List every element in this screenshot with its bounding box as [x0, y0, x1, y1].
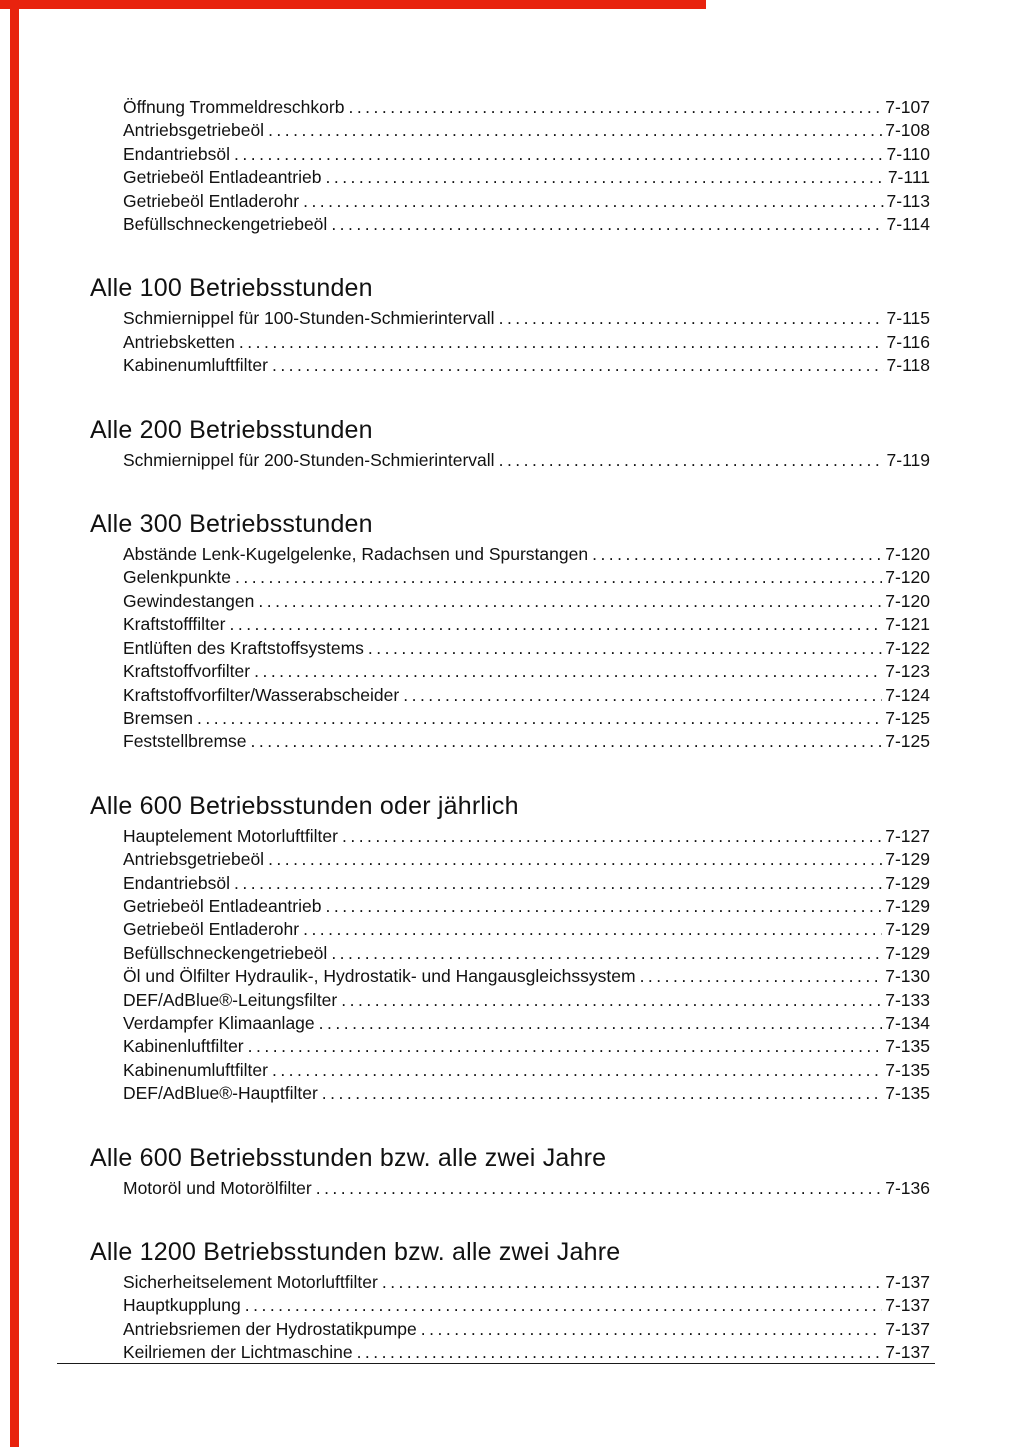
- leader-dots: [421, 1318, 882, 1341]
- entry-label: Befüllschneckengetriebeöl: [123, 942, 328, 963]
- leader-dots: [234, 872, 882, 895]
- entry-page-number: 7-125: [885, 707, 930, 728]
- leader-dots: [319, 1012, 883, 1035]
- entry-page-number: 7-130: [885, 966, 930, 987]
- entry-label: Kabinenluftfilter: [123, 1036, 244, 1057]
- entry-label: Hauptkupplung: [123, 1295, 241, 1316]
- entry-label: DEF/AdBlue®-Leitungsfilter: [123, 989, 338, 1010]
- leader-dots: [245, 1294, 883, 1317]
- entry-label: Getriebeöl Entladerohr: [123, 190, 300, 211]
- entry-page-number: 7-114: [886, 214, 930, 235]
- toc-content: [90, 96, 930, 1365]
- entry-page-number: 7-118: [886, 355, 930, 376]
- entry-label: Schmiernippel für 100-Stunden-Schmierintervall: [123, 308, 495, 329]
- leader-dots: [325, 166, 884, 189]
- toc-entry: [90, 965, 930, 988]
- entry-page-number: 7-137: [885, 1295, 930, 1316]
- toc-section: [90, 508, 930, 754]
- leader-dots: [248, 1035, 883, 1058]
- entry-page-number: 7-120: [885, 567, 930, 588]
- toc-entry: [90, 942, 930, 965]
- entry-page-number: 7-129: [885, 872, 930, 893]
- toc-entry: [90, 1059, 930, 1082]
- leader-dots: [239, 331, 884, 354]
- toc-entry: [90, 1082, 930, 1105]
- entry-page-number: 7-120: [885, 544, 930, 565]
- entry-label: Öl und Ölfilter Hydraulik-, Hydrostatik- und Hangausgleichssystem: [123, 966, 636, 987]
- leader-dots: [499, 307, 884, 330]
- entry-label: Antriebsketten: [123, 331, 235, 352]
- entry-label: Hauptelement Motorluftfilter: [123, 825, 338, 846]
- toc-entry: [90, 1294, 930, 1317]
- page-border-left: [10, 0, 19, 1447]
- section-heading: Alle 100 Betriebsstunden: [90, 274, 373, 303]
- entry-label: Antriebsgetriebeöl: [123, 120, 265, 141]
- toc-entry: [90, 918, 930, 941]
- leader-dots: [341, 989, 882, 1012]
- leader-dots: [234, 143, 884, 166]
- entry-label: Getriebeöl Entladeantrieb: [123, 895, 322, 916]
- toc-section: [90, 790, 930, 1106]
- entry-label: Kabinenumluftfilter: [123, 355, 268, 376]
- toc-entry: [90, 825, 930, 848]
- leader-dots: [331, 213, 883, 236]
- toc-entry: [90, 660, 930, 683]
- toc-section: [90, 272, 930, 377]
- entry-page-number: 7-135: [885, 1036, 930, 1057]
- entry-label: Sicherheitselement Motorluftfilter: [123, 1272, 378, 1292]
- entry-page-number: 7-136: [885, 1177, 930, 1198]
- toc-section: [90, 96, 930, 236]
- toc-entry: [90, 1341, 930, 1364]
- entry-page-number: 7-133: [885, 989, 930, 1010]
- entry-label: Kraftstoffvorfilter: [123, 661, 251, 682]
- leader-dots: [229, 613, 882, 636]
- entry-page-number: 7-137: [885, 1342, 930, 1363]
- entry-label: Öffnung Trommeldreschkorb: [123, 97, 345, 117]
- entry-label: Entlüften des Kraftstoffsystems: [123, 637, 364, 658]
- entry-page-number: 7-111: [887, 167, 930, 188]
- toc-entry: [90, 989, 930, 1012]
- toc-entry: [90, 96, 930, 119]
- toc-entry: [90, 590, 930, 613]
- section-heading: Alle 300 Betriebsstunden: [90, 510, 373, 539]
- toc-entry: [90, 1318, 930, 1341]
- leader-dots: [640, 965, 883, 988]
- toc-entry: [90, 354, 930, 377]
- entry-label: Befüllschneckengetriebeöl: [123, 214, 328, 235]
- entry-label: Gelenkpunkte: [123, 567, 231, 588]
- entry-label: DEF/AdBlue®-Hauptfilter: [123, 1083, 318, 1104]
- entry-label: Schmiernippel für 200-Stunden-Schmierintervall: [123, 449, 495, 470]
- toc-entry: [90, 1177, 930, 1200]
- entry-label: Getriebeöl Entladerohr: [123, 919, 300, 940]
- entry-page-number: 7-121: [885, 614, 930, 635]
- toc-section: [90, 414, 930, 472]
- leader-dots: [368, 637, 882, 660]
- toc-entry: [90, 143, 930, 166]
- entry-page-number: 7-123: [885, 661, 930, 682]
- toc-entry: [90, 848, 930, 871]
- section-heading: Alle 600 Betriebsstunden bzw. alle zwei Jahre: [90, 1143, 607, 1172]
- entry-label: Kabinenumluftfilter: [123, 1059, 268, 1080]
- leader-dots: [258, 590, 882, 613]
- entry-page-number: 7-125: [885, 731, 930, 752]
- entry-label: Verdampfer Klimaanlage: [123, 1012, 315, 1033]
- entry-page-number: 7-135: [885, 1059, 930, 1080]
- entry-label: Getriebeöl Entladeantrieb: [123, 167, 322, 188]
- entry-page-number: 7-116: [886, 331, 930, 352]
- leader-dots: [592, 543, 882, 566]
- entry-page-number: 7-129: [885, 849, 930, 870]
- toc-entry: [90, 307, 930, 330]
- toc-entry: [90, 613, 930, 636]
- leader-dots: [251, 730, 883, 753]
- entry-page-number: 7-115: [886, 308, 930, 329]
- toc-entry: [90, 119, 930, 142]
- entry-label: Kraftstoffvorfilter/Wasserabscheider: [123, 684, 400, 705]
- page-border-top: [0, 0, 706, 9]
- entry-label: Antriebsgetriebeöl: [123, 849, 265, 870]
- toc-entry: [90, 684, 930, 707]
- leader-dots: [325, 895, 882, 918]
- leader-dots: [197, 707, 882, 730]
- entry-page-number: 7-137: [885, 1272, 930, 1292]
- toc-entry: [90, 543, 930, 566]
- toc-entry: [90, 707, 930, 730]
- toc-entry: [90, 331, 930, 354]
- leader-dots: [342, 825, 882, 848]
- leader-dots: [499, 449, 884, 472]
- entry-label: Gewindestangen: [123, 590, 255, 611]
- toc-entry: [90, 566, 930, 589]
- leader-dots: [382, 1271, 882, 1294]
- entry-label: Bremsen: [123, 707, 194, 728]
- toc-entry: [90, 637, 930, 660]
- entry-page-number: 7-122: [885, 637, 930, 658]
- leader-dots: [357, 1341, 883, 1364]
- entry-page-number: 7-124: [885, 684, 930, 705]
- section-heading: Alle 1200 Betriebsstunden bzw. alle zwei Jahre: [90, 1238, 621, 1266]
- entry-page-number: 7-134: [885, 1012, 930, 1033]
- entry-page-number: 7-127: [885, 825, 930, 846]
- toc-entry: [90, 190, 930, 213]
- toc-entry: [90, 730, 930, 753]
- leader-dots: [316, 1177, 883, 1200]
- leader-dots: [272, 354, 884, 377]
- leader-dots: [403, 684, 882, 707]
- entry-page-number: 7-135: [885, 1083, 930, 1104]
- entry-page-number: 7-107: [885, 97, 930, 117]
- toc-entry: [90, 1035, 930, 1058]
- entry-page-number: 7-113: [886, 190, 930, 211]
- leader-dots: [303, 190, 883, 213]
- entry-label: Endantriebsöl: [123, 872, 231, 893]
- leader-dots: [348, 96, 882, 119]
- toc-entry: [90, 872, 930, 895]
- section-heading: Alle 600 Betriebsstunden oder jährlich: [90, 791, 519, 820]
- entry-page-number: 7-108: [885, 120, 930, 141]
- toc-entry: [90, 449, 930, 472]
- leader-dots: [235, 566, 882, 589]
- entry-label: Keilriemen der Lichtmaschine: [123, 1342, 353, 1363]
- leader-dots: [268, 119, 882, 142]
- toc-entry: [90, 213, 930, 236]
- toc-entry: [90, 166, 930, 189]
- entry-page-number: 7-120: [885, 590, 930, 611]
- toc-section: [90, 1236, 930, 1365]
- entry-page-number: 7-129: [885, 895, 930, 916]
- toc-entry: [90, 1012, 930, 1035]
- leader-dots: [268, 848, 882, 871]
- entry-label: Antriebsriemen der Hydrostatikpumpe: [123, 1318, 417, 1339]
- entry-page-number: 7-119: [886, 449, 930, 470]
- toc-entry: [90, 895, 930, 918]
- entry-label: Abstände Lenk-Kugelgelenke, Radachsen und Spurstangen: [123, 544, 589, 565]
- toc-entry: [90, 1271, 930, 1294]
- entry-page-number: 7-110: [886, 143, 930, 164]
- entry-label: Endantriebsöl: [123, 143, 231, 164]
- footer-rule: [57, 1363, 935, 1364]
- section-heading: Alle 200 Betriebsstunden: [90, 415, 373, 444]
- leader-dots: [331, 942, 882, 965]
- leader-dots: [303, 918, 882, 941]
- entry-label: Kraftstofffilter: [123, 614, 226, 635]
- leader-dots: [272, 1059, 882, 1082]
- leader-dots: [322, 1082, 882, 1105]
- entry-label: Motoröl und Motorölfilter: [123, 1177, 312, 1198]
- toc-section: [90, 1142, 930, 1200]
- entry-label: Feststellbremse: [123, 731, 247, 752]
- entry-page-number: 7-129: [885, 942, 930, 963]
- entry-page-number: 7-137: [885, 1318, 930, 1339]
- entry-page-number: 7-129: [885, 919, 930, 940]
- leader-dots: [254, 660, 882, 683]
